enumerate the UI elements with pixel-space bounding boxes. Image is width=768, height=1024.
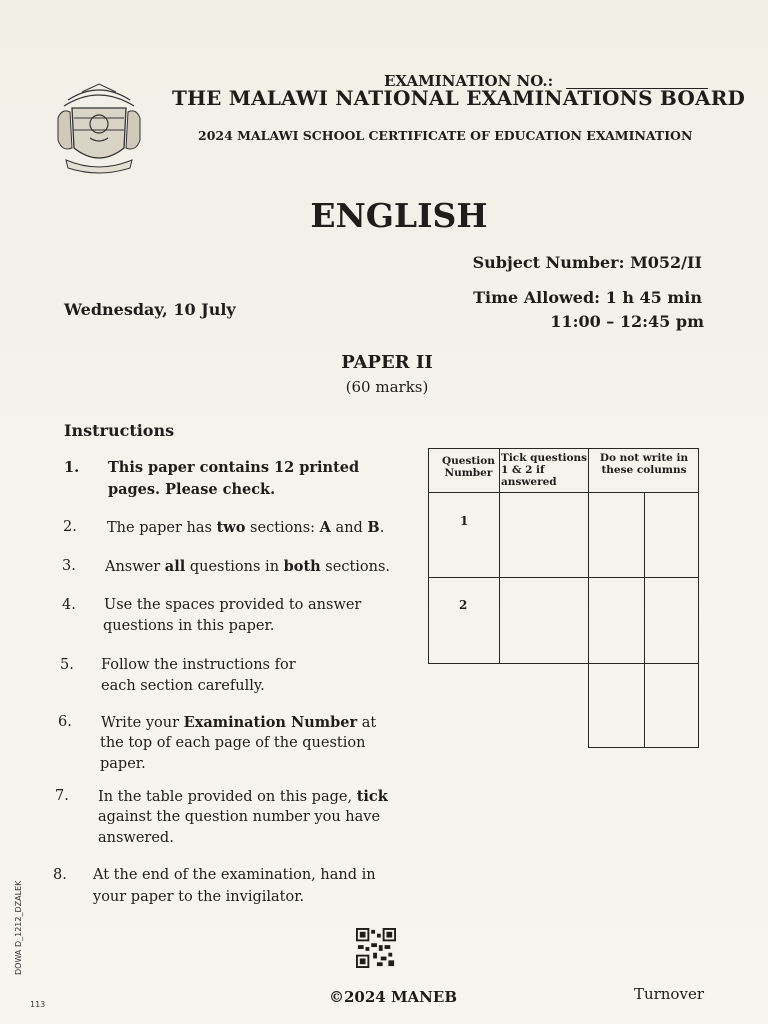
exam-name: 2024 MALAWI SCHOOL CERTIFICATE OF EDUCATION EXAMINATION <box>198 128 693 143</box>
examination-number-label: EXAMINATION NO.: <box>384 72 554 90</box>
tick-cell-question-1[interactable] <box>501 494 587 576</box>
side-print-code: DOWA D_1212_DZALEK <box>14 880 23 975</box>
table-row-question-1: 1 <box>460 514 469 528</box>
table-header-question-number: Question Number <box>442 455 495 479</box>
table-header-do-not-write: Do not write in these columns <box>599 452 689 476</box>
tick-cell-question-2[interactable] <box>501 579 587 662</box>
total-marks: (60 marks) <box>345 378 429 396</box>
qr-code-icon <box>356 928 396 968</box>
paper-number: PAPER II <box>341 352 433 373</box>
turnover-label: Turnover <box>633 985 704 1003</box>
table-header-tick-questions: Tick questions 1 & 2 if answered <box>501 452 588 488</box>
exam-date: Wednesday, 10 July <box>64 300 236 319</box>
time-range: 11:00 – 12:45 pm <box>550 312 704 331</box>
copyright-notice: ©2024 MANEB <box>328 988 458 1006</box>
subject-number: Subject Number: M052/II <box>472 253 702 272</box>
subject-title: ENGLISH <box>310 196 488 235</box>
instructions-title: Instructions <box>64 421 175 440</box>
board-name: THE MALAWI NATIONAL EXAMINATIONS BOARD <box>172 86 746 110</box>
maneb-seal-logo <box>52 78 146 178</box>
exam-paper-page: EXAMINATION NO.: THE MALAWI NATIONAL EXAMINATIONS BOARD 2024 MALAWI SCHOOL CERTIFICATE OF EDUCATION EXAMINATION ENGLISH Subject Number: M052/II Wednesday, 10 July Time Allowed: 1 h 45 min 11:00 – 12:45 pm PAPER II (60 marks) Instructions 1. This paper contains 12 printed pages. Please check. 2. The paper has two sections: A and B. 3. Answer all questions in both sections. 4. Use the spaces provided to answer questions in this paper. 5. Follow the instructions for each section carefully. 6. Write your Examination Number at the top of each page of the question paper. 7. In the table provided on this page, tick against the question number you have answered. 8. At the end of the examination, hand in your paper to the invigilator. Question Number Tick questions 1 & 2 if answered Do not write in these columns 1 2 DOWA D_1212_DZALEK 113 ©2024 MANEB Turnover <box>0 0 768 1024</box>
table-row-question-2: 2 <box>459 598 468 612</box>
page-code: 113 <box>30 1000 46 1009</box>
time-allowed: Time Allowed: 1 h 45 min <box>473 288 702 307</box>
